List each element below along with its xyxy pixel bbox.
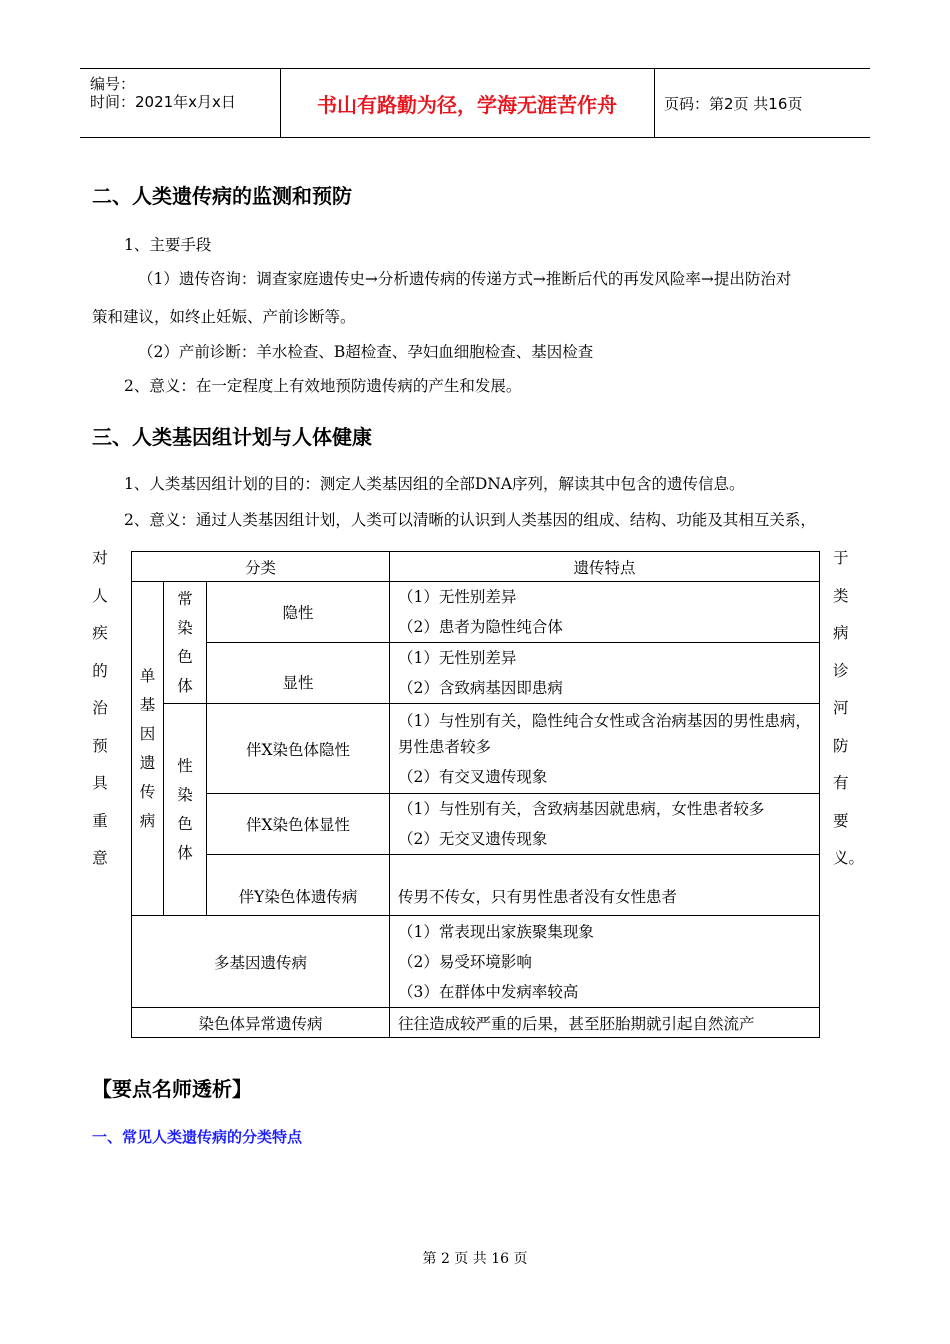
table-row: [132, 916, 820, 1008]
header-feature: 遗传特点: [390, 552, 820, 582]
header-info: [80, 69, 281, 137]
multi-gene-features: （1）常表现出家族聚集现象 （2）易受环境影响 （3）在群体中发病率较高: [390, 916, 820, 1008]
page-label: 页码：第2页 共16页: [664, 94, 803, 113]
sex-chromosome-cell: 性染色体: [164, 704, 207, 916]
key-points-subtitle: 一、常见人类遗传病的分类特点: [92, 1128, 303, 1146]
section3-item1: 1、人类基因组计划的目的：测定人类基因组的全部DNA序列，解读其中包含的遗传信息。: [124, 475, 745, 493]
chromosome-abnormal-cell: 染色体异常遗传病: [132, 1008, 390, 1038]
number-label: 编号：: [90, 75, 136, 93]
page-footer: 第 2 页 共 16 页: [422, 1251, 528, 1267]
table-row: [132, 582, 820, 643]
section2-title: 二、人类遗传病的监测和预防: [92, 184, 352, 208]
left-wrap-text: 对 人 疾 的 治 预 具 重 意: [92, 549, 108, 867]
dominant-features: （1）无性别差异 （2）含致病基因即患病: [390, 643, 820, 704]
chromosome-abnormal-features: 往往造成较严重的后果，甚至胚胎期就引起自然流产: [390, 1008, 820, 1038]
dominant-cell: 显性: [207, 643, 390, 704]
single-gene-cell: 单基因遗传病: [132, 582, 164, 916]
section2-item1-1b: 策和建议，如终止妊娠、产前诊断等。: [92, 308, 356, 326]
table-row: [132, 643, 820, 704]
xd-features: （1）与性别有关，含致病基因就患病，女性患者较多 （2）无交叉遗传现象: [390, 794, 820, 855]
recessive-cell: 隐性: [207, 582, 390, 643]
right-wrap-text: 于 类 病 诊 河 防 有 要 义。: [833, 549, 865, 867]
autosome-cell: 常染色体: [164, 582, 207, 704]
y-features: 传男不传女，只有男性患者没有女性患者: [390, 855, 820, 916]
section3-item2: 2、意义：通过人类基因组计划，人类可以清晰的认识到人类基因的组成、结构、功能及其相互关系，: [124, 511, 816, 529]
time-label: 时间：2021年x月x日: [90, 93, 236, 111]
y-cell: 伴Y染色体遗传病: [207, 855, 390, 916]
recessive-features: （1）无性别差异 （2）患者为隐性纯合体: [390, 582, 820, 643]
section2-item2: 2、意义：在一定程度上有效地预防遗传病的产生和发展。: [124, 377, 522, 395]
section2-item1-1a: （1）遗传咨询：调查家庭遗传史→分析遗传病的传递方式→推断后代的再发风险率→提出防治对: [138, 270, 792, 288]
section2-item1-2: （2）产前诊断：羊水检查、B超检查、孕妇血细胞检查、基因检查: [138, 343, 594, 361]
xr-features: （1）与性别有关，隐性纯合女性或含治病基因的男性患病，男性患者较多 （2）有交叉遗传现象: [390, 704, 820, 794]
table-header-row: [132, 552, 820, 582]
header-motto: 书山有路勤为径，学海无涯苦作舟: [280, 69, 655, 137]
section2-item1: 1、主要手段: [124, 236, 212, 254]
xr-cell: 伴X染色体隐性: [207, 704, 390, 794]
multi-gene-cell: 多基因遗传病: [132, 916, 390, 1008]
xd-cell: 伴X染色体显性: [207, 794, 390, 855]
key-points-title: 【要点名师透析】: [92, 1077, 252, 1101]
genetic-disease-table: [131, 551, 820, 1038]
header-class: 分类: [132, 552, 390, 582]
table-row: [132, 704, 820, 794]
table-row: [132, 855, 820, 916]
table-row: [132, 794, 820, 855]
section3-title: 三、人类基因组计划与人体健康: [92, 425, 372, 449]
table-row: [132, 1008, 820, 1038]
page-header: [80, 68, 870, 138]
